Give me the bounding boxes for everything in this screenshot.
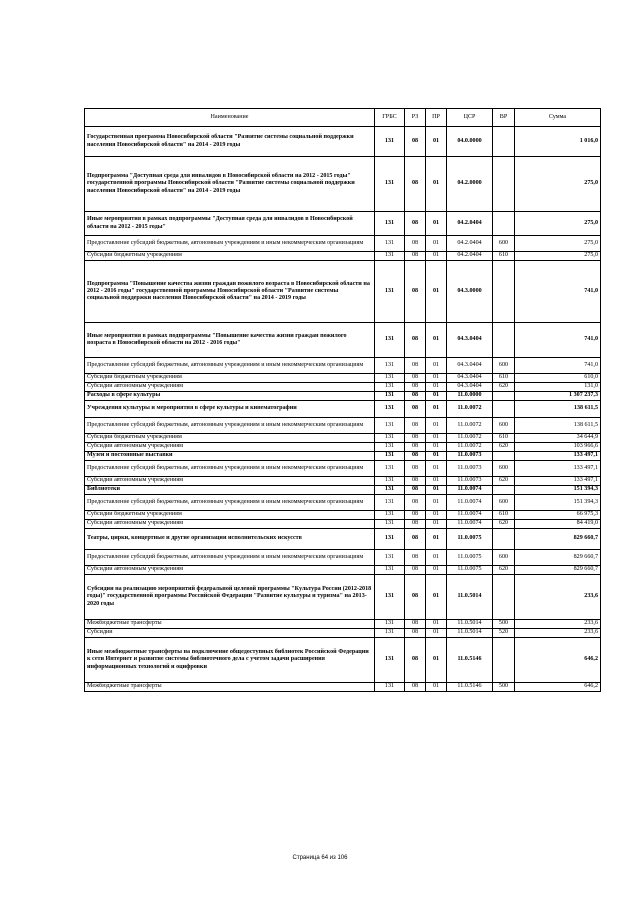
cell-name: Субсидии автономным учреждениям bbox=[85, 383, 375, 392]
cell-csr: 11.0.5014 bbox=[447, 629, 493, 638]
cell-pr: 01 bbox=[426, 477, 447, 486]
cell-sum: 103 966,6 bbox=[515, 443, 601, 452]
cell-sum: 138 611,5 bbox=[515, 418, 601, 434]
cell-grbs: 131 bbox=[375, 236, 405, 252]
cell-pr: 01 bbox=[426, 511, 447, 520]
cell-name: Субсидии бюджетным учреждениям bbox=[85, 434, 375, 443]
table-row bbox=[85, 374, 601, 383]
cell-name: Иные мероприятия в рамках подпрограммы "Повышение качества жизни граждан пожилого возраста в Новосибирской области на 2012 - 2016 годы" bbox=[85, 323, 375, 358]
cell-vr bbox=[493, 638, 515, 683]
cell-csr: 11.0.0074 bbox=[447, 520, 493, 529]
cell-grbs: 131 bbox=[375, 434, 405, 443]
cell-pr: 01 bbox=[426, 638, 447, 683]
cell-sum: 646,2 bbox=[515, 638, 601, 683]
cell-rz: 08 bbox=[405, 323, 426, 358]
budget-table bbox=[84, 108, 601, 692]
cell-vr: 620 bbox=[493, 443, 515, 452]
cell-csr: 11.0.0073 bbox=[447, 452, 493, 461]
table-row bbox=[85, 683, 601, 692]
cell-grbs: 131 bbox=[375, 495, 405, 511]
cell-rz: 08 bbox=[405, 434, 426, 443]
table-row bbox=[85, 323, 601, 358]
cell-csr: 04.2.0404 bbox=[447, 236, 493, 252]
cell-csr: 11.0.0000 bbox=[447, 392, 493, 401]
cell-grbs: 131 bbox=[375, 511, 405, 520]
cell-pr: 01 bbox=[426, 392, 447, 401]
cell-rz: 08 bbox=[405, 486, 426, 495]
cell-pr: 01 bbox=[426, 261, 447, 323]
cell-grbs: 131 bbox=[375, 683, 405, 692]
cell-name: Расходы в сфере культуры bbox=[85, 392, 375, 401]
cell-grbs: 131 bbox=[375, 529, 405, 550]
cell-name: Предоставление субсидий бюджетным, автономным учреждениям и иным некоммерческим организациям bbox=[85, 550, 375, 566]
cell-sum: 610,0 bbox=[515, 374, 601, 383]
cell-vr: 620 bbox=[493, 477, 515, 486]
table-row bbox=[85, 434, 601, 443]
cell-grbs: 131 bbox=[375, 452, 405, 461]
cell-csr: 11.0.0072 bbox=[447, 443, 493, 452]
header-csr: ЦСР bbox=[447, 109, 493, 127]
cell-csr: 04.3.0404 bbox=[447, 374, 493, 383]
cell-rz: 08 bbox=[405, 520, 426, 529]
cell-csr: 11.0.5146 bbox=[447, 638, 493, 683]
header-sum: Сумма bbox=[515, 109, 601, 127]
cell-rz: 08 bbox=[405, 477, 426, 486]
table-row bbox=[85, 629, 601, 638]
cell-grbs: 131 bbox=[375, 383, 405, 392]
cell-pr: 01 bbox=[426, 383, 447, 392]
cell-csr: 11.0.5146 bbox=[447, 683, 493, 692]
cell-grbs: 131 bbox=[375, 620, 405, 629]
cell-vr: 600 bbox=[493, 418, 515, 434]
cell-rz: 08 bbox=[405, 236, 426, 252]
cell-grbs: 131 bbox=[375, 212, 405, 236]
cell-csr: 11.0.0075 bbox=[447, 529, 493, 550]
cell-rz: 08 bbox=[405, 575, 426, 620]
cell-csr: 11.0.0073 bbox=[447, 461, 493, 477]
table-row bbox=[85, 575, 601, 620]
cell-grbs: 131 bbox=[375, 486, 405, 495]
cell-name: Субсидии бюджетным учреждениям bbox=[85, 374, 375, 383]
cell-name: Субсидии автономным учреждениям bbox=[85, 443, 375, 452]
cell-csr: 04.3.0404 bbox=[447, 323, 493, 358]
cell-vr bbox=[493, 323, 515, 358]
cell-sum: 34 644,9 bbox=[515, 434, 601, 443]
cell-grbs: 131 bbox=[375, 127, 405, 157]
cell-vr: 610 bbox=[493, 511, 515, 520]
cell-sum: 1 016,0 bbox=[515, 127, 601, 157]
cell-pr: 01 bbox=[426, 212, 447, 236]
cell-sum: 84 419,0 bbox=[515, 520, 601, 529]
cell-rz: 08 bbox=[405, 550, 426, 566]
cell-pr: 01 bbox=[426, 683, 447, 692]
table-row bbox=[85, 358, 601, 374]
table-row bbox=[85, 566, 601, 575]
table-body bbox=[85, 127, 601, 692]
cell-grbs: 131 bbox=[375, 418, 405, 434]
cell-pr: 01 bbox=[426, 461, 447, 477]
cell-vr bbox=[493, 212, 515, 236]
cell-rz: 08 bbox=[405, 461, 426, 477]
cell-rz: 08 bbox=[405, 495, 426, 511]
cell-name: Межбюджетные трансферты bbox=[85, 683, 375, 692]
cell-pr: 01 bbox=[426, 566, 447, 575]
cell-sum: 829 660,7 bbox=[515, 566, 601, 575]
cell-sum: 233,6 bbox=[515, 629, 601, 638]
cell-pr: 01 bbox=[426, 434, 447, 443]
cell-vr bbox=[493, 261, 515, 323]
cell-rz: 08 bbox=[405, 629, 426, 638]
cell-name: Иные межбюджетные трансферты на подключение общедоступных библиотек Российской Федерации к сети Интернет и развитие системы библиотечного дела с учетом задачи расширения информационных технологий и оцифровки bbox=[85, 638, 375, 683]
cell-vr bbox=[493, 486, 515, 495]
cell-csr: 04.3.0000 bbox=[447, 261, 493, 323]
header-grbs: ГРБС bbox=[375, 109, 405, 127]
cell-rz: 08 bbox=[405, 261, 426, 323]
table-row bbox=[85, 638, 601, 683]
cell-rz: 08 bbox=[405, 620, 426, 629]
cell-rz: 08 bbox=[405, 443, 426, 452]
cell-rz: 08 bbox=[405, 529, 426, 550]
cell-name: Субсидии бюджетным учреждениям bbox=[85, 252, 375, 261]
cell-pr: 01 bbox=[426, 127, 447, 157]
table-row bbox=[85, 418, 601, 434]
cell-vr: 620 bbox=[493, 520, 515, 529]
cell-rz: 08 bbox=[405, 127, 426, 157]
cell-pr: 01 bbox=[426, 252, 447, 261]
cell-pr: 01 bbox=[426, 452, 447, 461]
cell-name: Библиотеки bbox=[85, 486, 375, 495]
table-row bbox=[85, 495, 601, 511]
cell-name: Субсидии автономным учреждениям bbox=[85, 477, 375, 486]
cell-rz: 08 bbox=[405, 566, 426, 575]
cell-vr bbox=[493, 452, 515, 461]
cell-csr: 11.0.0072 bbox=[447, 401, 493, 418]
table-row bbox=[85, 252, 601, 261]
cell-rz: 08 bbox=[405, 383, 426, 392]
table-row bbox=[85, 477, 601, 486]
table-row bbox=[85, 486, 601, 495]
cell-grbs: 131 bbox=[375, 252, 405, 261]
cell-pr: 01 bbox=[426, 236, 447, 252]
cell-pr: 01 bbox=[426, 550, 447, 566]
cell-name: Субсидии автономным учреждениям bbox=[85, 520, 375, 529]
cell-csr: 04.2.0000 bbox=[447, 157, 493, 212]
cell-grbs: 131 bbox=[375, 392, 405, 401]
cell-name: Предоставление субсидий бюджетным, автономным учреждениям и иным некоммерческим организациям bbox=[85, 358, 375, 374]
cell-vr bbox=[493, 529, 515, 550]
cell-csr: 11.0.0075 bbox=[447, 550, 493, 566]
cell-sum: 133 497,1 bbox=[515, 452, 601, 461]
cell-pr: 01 bbox=[426, 495, 447, 511]
cell-sum: 275,0 bbox=[515, 212, 601, 236]
cell-name: Подпрограмма "Повышение качества жизни граждан пожилого возраста в Новосибирской области на 2012 - 2016 годы" государственной программы Новосибирской области "Развитие системы социальной поддержки населения Новосибирской области" на 2014 - 2019 годы bbox=[85, 261, 375, 323]
cell-sum: 275,0 bbox=[515, 157, 601, 212]
cell-sum: 1 307 237,3 bbox=[515, 392, 601, 401]
cell-rz: 08 bbox=[405, 418, 426, 434]
cell-vr: 610 bbox=[493, 374, 515, 383]
header-rz: РЗ bbox=[405, 109, 426, 127]
cell-pr: 01 bbox=[426, 358, 447, 374]
cell-pr: 01 bbox=[426, 323, 447, 358]
cell-sum: 829 660,7 bbox=[515, 550, 601, 566]
cell-name: Субсидии на реализацию мероприятий федеральной целевой программы "Культура России (2012-2018 годы)" государственной программы Российской Федерации "Развитие культуры и туризма" на 2013-2020 годы bbox=[85, 575, 375, 620]
cell-pr: 01 bbox=[426, 575, 447, 620]
header-pr: ПР bbox=[426, 109, 447, 127]
cell-vr: 620 bbox=[493, 566, 515, 575]
table-row bbox=[85, 127, 601, 157]
cell-sum: 233,6 bbox=[515, 575, 601, 620]
cell-vr: 600 bbox=[493, 461, 515, 477]
cell-csr: 11.0.0073 bbox=[447, 477, 493, 486]
table-row bbox=[85, 620, 601, 629]
cell-grbs: 131 bbox=[375, 638, 405, 683]
cell-grbs: 131 bbox=[375, 477, 405, 486]
cell-sum: 138 611,5 bbox=[515, 401, 601, 418]
cell-rz: 08 bbox=[405, 511, 426, 520]
cell-pr: 01 bbox=[426, 157, 447, 212]
cell-name: Предоставление субсидий бюджетным, автономным учреждениям и иным некоммерческим организациям bbox=[85, 461, 375, 477]
cell-rz: 08 bbox=[405, 638, 426, 683]
cell-vr: 600 bbox=[493, 236, 515, 252]
cell-pr: 01 bbox=[426, 401, 447, 418]
cell-grbs: 131 bbox=[375, 550, 405, 566]
cell-pr: 01 bbox=[426, 620, 447, 629]
cell-csr: 11.0.0074 bbox=[447, 486, 493, 495]
cell-name: Субсидии bbox=[85, 629, 375, 638]
table-header bbox=[85, 109, 601, 127]
cell-pr: 01 bbox=[426, 418, 447, 434]
cell-sum: 275,0 bbox=[515, 236, 601, 252]
cell-grbs: 131 bbox=[375, 358, 405, 374]
cell-sum: 741,0 bbox=[515, 261, 601, 323]
cell-vr bbox=[493, 575, 515, 620]
cell-csr: 04.3.0404 bbox=[447, 383, 493, 392]
cell-csr: 11.0.5014 bbox=[447, 575, 493, 620]
cell-sum: 133 497,1 bbox=[515, 461, 601, 477]
cell-vr: 610 bbox=[493, 252, 515, 261]
cell-vr: 600 bbox=[493, 495, 515, 511]
cell-sum: 233,6 bbox=[515, 620, 601, 629]
cell-csr: 04.3.0404 bbox=[447, 358, 493, 374]
cell-grbs: 131 bbox=[375, 575, 405, 620]
cell-vr: 620 bbox=[493, 383, 515, 392]
table-row bbox=[85, 236, 601, 252]
table-row bbox=[85, 520, 601, 529]
cell-grbs: 131 bbox=[375, 461, 405, 477]
cell-csr: 11.0.0072 bbox=[447, 434, 493, 443]
table-row bbox=[85, 261, 601, 323]
table-row bbox=[85, 461, 601, 477]
cell-rz: 08 bbox=[405, 252, 426, 261]
cell-rz: 08 bbox=[405, 683, 426, 692]
cell-rz: 08 bbox=[405, 401, 426, 418]
cell-name: Подпрограмма "Доступная среда для инвалидов в Новосибирской области на 2012 - 2015 годы" государственной программы Новосибирской области "Развитие системы социальной поддержки населения Новосибирской области" на 2014 - 2019 годы bbox=[85, 157, 375, 212]
cell-vr: 520 bbox=[493, 629, 515, 638]
cell-pr: 01 bbox=[426, 629, 447, 638]
cell-name: Предоставление субсидий бюджетным, автономным учреждениям и иным некоммерческим организациям bbox=[85, 236, 375, 252]
table-row bbox=[85, 383, 601, 392]
header-name: Наименование bbox=[85, 109, 375, 127]
cell-grbs: 131 bbox=[375, 401, 405, 418]
table-row bbox=[85, 392, 601, 401]
table-row bbox=[85, 529, 601, 550]
cell-grbs: 131 bbox=[375, 157, 405, 212]
cell-vr bbox=[493, 392, 515, 401]
cell-vr: 500 bbox=[493, 683, 515, 692]
cell-name: Субсидии автономным учреждениям bbox=[85, 566, 375, 575]
table-row bbox=[85, 212, 601, 236]
cell-pr: 01 bbox=[426, 374, 447, 383]
cell-grbs: 131 bbox=[375, 323, 405, 358]
table-row bbox=[85, 443, 601, 452]
cell-rz: 08 bbox=[405, 392, 426, 401]
cell-name: Предоставление субсидий бюджетным, автономным учреждениям и иным некоммерческим организациям bbox=[85, 418, 375, 434]
cell-grbs: 131 bbox=[375, 520, 405, 529]
cell-csr: 04.0.0000 bbox=[447, 127, 493, 157]
cell-sum: 646,2 bbox=[515, 683, 601, 692]
cell-sum: 151 394,3 bbox=[515, 486, 601, 495]
table-row bbox=[85, 157, 601, 212]
cell-vr: 600 bbox=[493, 358, 515, 374]
cell-name: Субсидии бюджетным учреждениям bbox=[85, 511, 375, 520]
cell-grbs: 131 bbox=[375, 443, 405, 452]
cell-csr: 04.2.0404 bbox=[447, 252, 493, 261]
table-row bbox=[85, 550, 601, 566]
cell-grbs: 131 bbox=[375, 566, 405, 575]
cell-name: Учреждения культуры и мероприятия в сфере культуры и кинематографии bbox=[85, 401, 375, 418]
cell-sum: 275,0 bbox=[515, 252, 601, 261]
cell-csr: 11.0.0072 bbox=[447, 418, 493, 434]
cell-csr: 11.0.5014 bbox=[447, 620, 493, 629]
cell-vr bbox=[493, 401, 515, 418]
cell-name: Государственная программа Новосибирской области "Развитие системы социальной поддержки населения Новосибирской области" на 2014 - 2019 годы bbox=[85, 127, 375, 157]
cell-grbs: 131 bbox=[375, 629, 405, 638]
cell-rz: 08 bbox=[405, 374, 426, 383]
table-row bbox=[85, 452, 601, 461]
cell-pr: 01 bbox=[426, 529, 447, 550]
cell-name: Музеи и постоянные выставки bbox=[85, 452, 375, 461]
page-number: Страница 64 из 106 bbox=[292, 855, 348, 861]
cell-vr: 600 bbox=[493, 550, 515, 566]
cell-name: Предоставление субсидий бюджетным, автономным учреждениям и иным некоммерческим организациям bbox=[85, 495, 375, 511]
cell-sum: 741,0 bbox=[515, 358, 601, 374]
cell-csr: 11.0.0074 bbox=[447, 495, 493, 511]
cell-pr: 01 bbox=[426, 520, 447, 529]
cell-grbs: 131 bbox=[375, 261, 405, 323]
header-vr: ВР bbox=[493, 109, 515, 127]
cell-name: Театры, цирки, концертные и другие организации исполнительских искусств bbox=[85, 529, 375, 550]
table-row bbox=[85, 401, 601, 418]
cell-sum: 133 497,1 bbox=[515, 477, 601, 486]
cell-vr: 500 bbox=[493, 620, 515, 629]
cell-sum: 829 660,7 bbox=[515, 529, 601, 550]
cell-csr: 11.0.0075 bbox=[447, 566, 493, 575]
cell-pr: 01 bbox=[426, 486, 447, 495]
cell-pr: 01 bbox=[426, 443, 447, 452]
cell-name: Межбюджетные трансферты bbox=[85, 620, 375, 629]
cell-sum: 66 975,3 bbox=[515, 511, 601, 520]
cell-sum: 151 394,3 bbox=[515, 495, 601, 511]
cell-rz: 08 bbox=[405, 452, 426, 461]
cell-csr: 11.0.0074 bbox=[447, 511, 493, 520]
table-row bbox=[85, 511, 601, 520]
cell-sum: 741,0 bbox=[515, 323, 601, 358]
cell-vr: 610 bbox=[493, 434, 515, 443]
cell-rz: 08 bbox=[405, 157, 426, 212]
cell-vr bbox=[493, 157, 515, 212]
cell-grbs: 131 bbox=[375, 374, 405, 383]
cell-rz: 08 bbox=[405, 212, 426, 236]
cell-sum: 131,0 bbox=[515, 383, 601, 392]
cell-rz: 08 bbox=[405, 358, 426, 374]
cell-name: Иные мероприятия в рамках подпрограммы "Доступная среда для инвалидов в Новосибирской области на 2012 - 2015 годы" bbox=[85, 212, 375, 236]
cell-csr: 04.2.0404 bbox=[447, 212, 493, 236]
cell-vr bbox=[493, 127, 515, 157]
